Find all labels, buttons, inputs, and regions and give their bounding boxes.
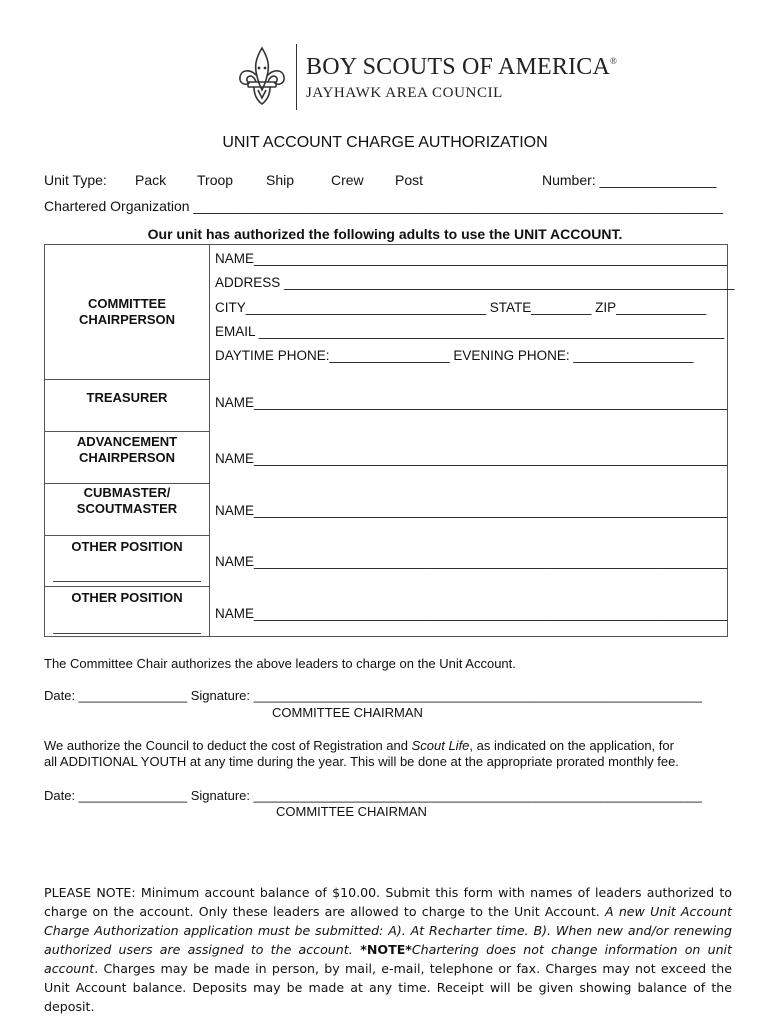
logo-divider [296,44,297,110]
unit-type-ship[interactable]: Ship [266,172,295,188]
org-name: BOY SCOUTS OF AMERICA® [306,54,618,80]
role-advancement-chairperson: ADVANCEMENT CHAIRPERSON [76,434,178,465]
row-divider [45,379,209,380]
row-divider [45,483,209,484]
role-other-position: OTHER POSITION [71,590,183,605]
cubmaster-name-field[interactable]: NAME_______________________________________________________________ [215,503,728,518]
committee-chairman-caption: COMMITTEE CHAIRMAN [272,705,423,720]
committee-city-state-zip-field[interactable]: CITY________________________________ STATE________ ZIP____________ [215,300,707,315]
unit-type-troop[interactable]: Troop [197,172,234,188]
chartered-organization-field[interactable]: Chartered Organization ____________________________________________________________________ [44,198,723,214]
unit-type-pack[interactable]: Pack [135,172,167,188]
advancement-name-field[interactable]: NAME_______________________________________________________________ [215,451,728,466]
committee-date-signature-field[interactable]: Date: _______________ Signature: ______________________________________________________________ [44,688,702,703]
please-note-paragraph: PLEASE NOTE: Minimum account balance of $10.00. Submit this form with names of leaders authorized to charge on the account. Only these leaders are allowed to charge to the Unit Account. A new Unit Account Charge Authorization application must be submitted: A). At Recharter time. B). When new and/or renewing authorized users are assigned to the account. *NOTE*Chartering does not change information on unit account. Charges may be made in person, by mail, e-mail, telephone or fax. Charges may not exceed the Unit Account balance. Deposits may be made at any time. Receipt will be given showing balance of the deposit. [44,885,732,1014]
row-divider [45,586,209,587]
council-committee-chairman-caption: COMMITTEE CHAIRMAN [276,804,427,819]
registered-mark: ® [610,56,618,66]
council-deduction-line-2: all ADDITIONAL YOUTH at any time during the year. This will be done at the appropriate prorated monthly fee. [44,754,679,769]
council-date-signature-field[interactable]: Date: _______________ Signature: ______________________________________________________________ [44,788,702,803]
role-cubmaster-scoutmaster: CUBMASTER/ SCOUTMASTER [76,485,178,516]
other-position-1-name-field[interactable]: NAME_______________________________________________________________ [215,554,728,569]
unit-number-field[interactable]: Number: _______________ [542,172,717,188]
authorization-table [44,244,735,637]
row-divider [45,431,209,432]
role-treasurer: TREASURER [86,390,168,405]
role-other-position: OTHER POSITION [71,539,183,554]
other-position-title-blank[interactable] [53,633,201,634]
authorized-heading: Our unit has authorized the following adults to use the UNIT ACCOUNT. [147,226,623,242]
table-column-divider [209,245,210,636]
other-position-2-name-field[interactable]: NAME_______________________________________________________________ [215,606,728,621]
committee-email-field[interactable]: EMAIL ______________________________________________________________ [215,324,725,339]
unit-type-post[interactable]: Post [395,172,424,188]
role-committee-chairperson: COMMITTEE CHAIRPERSON [78,296,176,327]
committee-address-field[interactable]: ADDRESS ____________________________________________________________ [215,275,735,290]
fleur-de-lis-icon [236,46,288,108]
committee-name-field[interactable]: NAME_______________________________________________________________ [215,251,728,266]
row-divider [45,535,209,536]
council-deduction-line-1: We authorize the Council to deduct the cost of Registration and Scout Life, as indicated on the application, for [44,738,674,753]
unit-type-label: Unit Type: [44,172,107,188]
committee-phone-fields[interactable]: DAYTIME PHONE:________________ EVENING PHONE: ________________ [215,348,694,363]
other-position-title-blank[interactable] [53,581,201,582]
unit-type-crew[interactable]: Crew [331,172,364,188]
council-name: JAYHAWK AREA COUNCIL [306,85,503,101]
treasurer-name-field[interactable]: NAME_______________________________________________________________ [215,395,728,410]
form-title: UNIT ACCOUNT CHARGE AUTHORIZATION [222,134,548,151]
committee-authorization-statement: The Committee Chair authorizes the above leaders to charge on the Unit Account. [44,656,516,671]
